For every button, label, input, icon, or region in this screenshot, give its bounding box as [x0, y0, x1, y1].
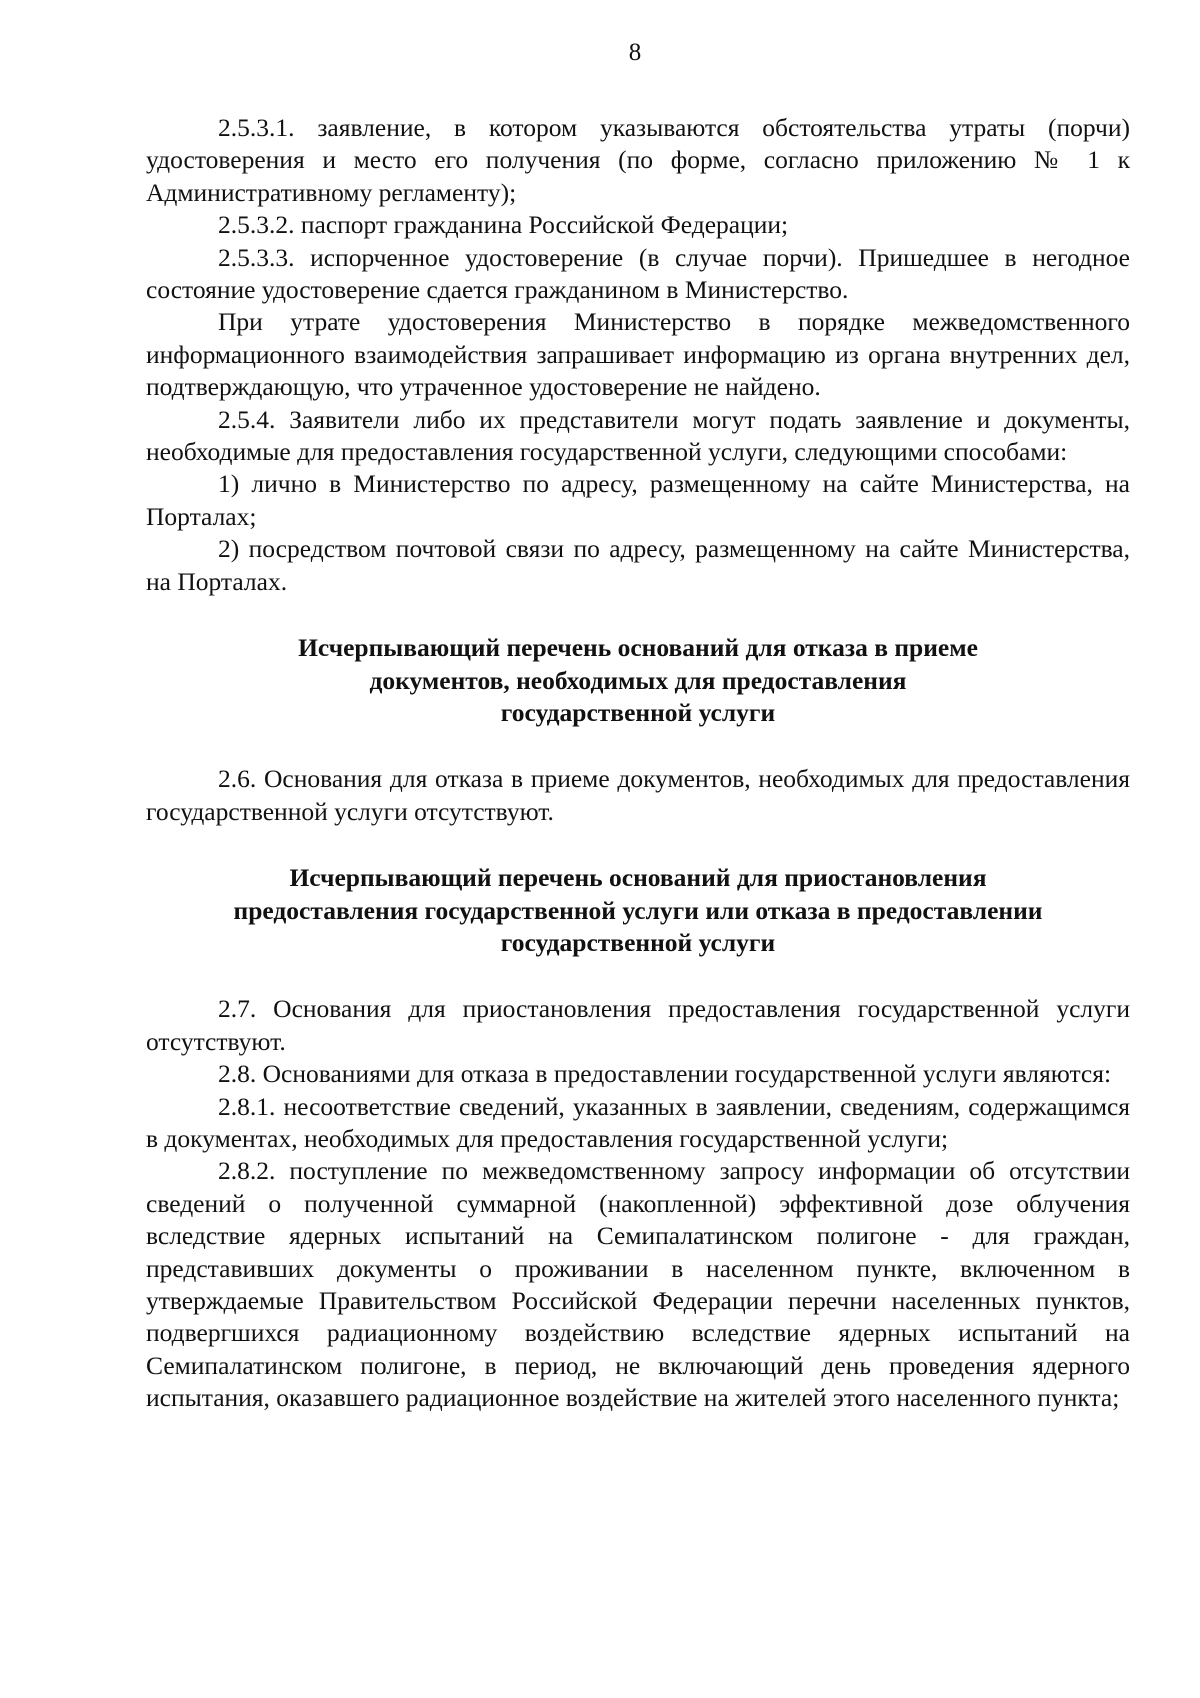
list-item-by-mail: 2) посредством почтовой связи по адресу, размещенному на сайте Министерства, на Порталах. — [146, 534, 1130, 596]
section-heading-refusal-acceptance — [146, 632, 1130, 729]
list-item-in-person: 1) лично в Министерство по адресу, размещенному на сайте Министерства, на Порталах; — [146, 469, 1130, 531]
heading-line: документов, необходимых для предоставления — [369, 665, 907, 695]
paragraph-2-5-3-1: 2.5.3.1. заявление, в котором указываются обстоятельства утраты (порчи) удостоверения и место его получения (по форме, согласно приложению № 1 к Административному регламенту); — [146, 113, 1130, 207]
paragraph-2-8-2: 2.8.2. поступление по межведомственному запросу информации об отсутствии сведений о полученной суммарной (накопленной) эффективной дозе облучения вследствие ядерных испытаний на Семипалатинском полигоне - для граждан, представивших документы о проживании в населенном пункте, включенном в утверждаемые Правительством Российской Федерации перечни населенных пунктов, подвергшихся радиационному воздействию вследствие ядерных испытаний на Семипалатинском полигоне, в период, не включающий день проведения ядерного испытания, оказавшего радиационное воздействие на жителей этого населенного пункта; — [146, 1156, 1130, 1413]
document-body — [146, 112, 1130, 1415]
heading-line: Исчерпывающий перечень оснований для отказа в приеме — [298, 633, 978, 663]
spacer — [146, 729, 1130, 763]
paragraph-2-5-3-2: 2.5.3.2. паспорт гражданина Российской Федерации; — [218, 210, 789, 240]
spacer — [146, 828, 1130, 862]
paragraph-2-5-4: 2.5.4. Заявители либо их представители могут подать заявление и документы, необходимые для предоставления государственной услуги, следующими способами: — [146, 404, 1130, 467]
spacer — [146, 598, 1130, 632]
heading-line: государственной услуги — [500, 927, 776, 957]
spacer — [146, 959, 1130, 993]
paragraph-2-6: 2.6. Основания для отказа в приеме документов, необходимых для предоставления государственной услуги отсутствуют. — [146, 764, 1130, 826]
paragraph-loss-request: При утрате удостоверения Министерство в порядке межведомственного информационного взаимодействия запрашивает информацию из органа внутренних дел, подтверждающую, что утраченное удостоверение не найдено. — [146, 307, 1130, 402]
page-number: 8 — [628, 39, 642, 66]
heading-line: предоставления государственной услуги или отказа в предоставлении — [233, 895, 1043, 925]
heading-line: Исчерпывающий перечень оснований для приостановления — [289, 863, 987, 893]
section-heading-suspension — [146, 862, 1130, 959]
paragraph-2-5-3-3: 2.5.3.3. испорченное удостоверение (в случае порчи). Пришедшее в негодное состояние удостоверение сдается гражданином в Министерство. — [146, 242, 1130, 305]
heading-line: государственной услуги — [500, 697, 776, 727]
paragraph-2-8-1: 2.8.1. несоответствие сведений, указанных в заявлении, сведениям, содержащимся в документах, необходимых для предоставления государственной услуги; — [146, 1091, 1130, 1153]
paragraph-2-8: 2.8. Основаниями для отказа в предоставлении государственной услуги являются: — [218, 1059, 1112, 1089]
paragraph-2-7: 2.7. Основания для приостановления предоставления государственной услуги отсутствуют. — [146, 994, 1130, 1056]
